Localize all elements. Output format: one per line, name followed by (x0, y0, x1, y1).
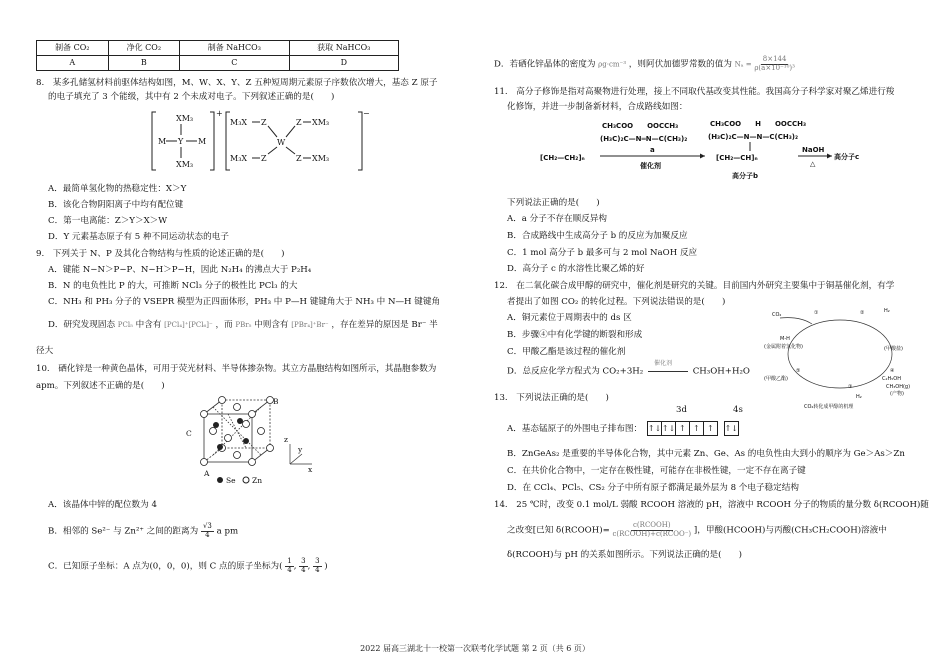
fraction (754, 56, 795, 72)
q12-option-a: A．铜元素位于周期表中的 ds 区 (507, 313, 632, 323)
q12-stem: 12. 在二氧化碳合成甲醇的研究中，催化剂是研究的关键。目前国内外研究主要集中于铜基催化剂，有学 (494, 281, 895, 291)
polymer-c-label: 高分子c (834, 153, 860, 161)
formate-label: (甲酸盐) (884, 346, 903, 352)
formula-pcl5: PCl₅ (117, 321, 133, 329)
table-cell: B (108, 56, 180, 71)
q8-fig-label: + (216, 109, 223, 118)
orbital-3d (648, 421, 718, 436)
q13-option-c: C．在共价化合物中，一定存在极性键，可能存在非极性键，一定不存在离子键 (507, 466, 806, 476)
polymer-b-label: 高分子b (732, 172, 759, 180)
q13-stem: 13. 下列说法正确的是( ) (494, 393, 609, 403)
q8-fig-label: XM₃ (176, 160, 194, 169)
numerator: 8×144 (762, 55, 787, 63)
q11-synthesis-scheme (540, 114, 870, 190)
q8-stem: 的电子填充了 3 个能级，其中有 2 个未成对电子。下列叙述正确的是( ) (48, 92, 335, 102)
text: 中含有 (135, 320, 162, 330)
q8-structure-figure (150, 108, 390, 174)
q13-option-a (507, 421, 739, 436)
ethanol-label: C₂H₅OH (882, 376, 901, 382)
text: C．已知原子坐标：A 点为(0，0，0)，则 C 点的原子坐标为( (48, 561, 283, 572)
q8-fig-label: XM₃ (176, 114, 194, 123)
text: D．若硒化锌晶体的密度为 (494, 59, 596, 70)
q9-option-d-cont: 径大 (36, 346, 54, 356)
text: B．相邻的 Se²⁻ 与 Zn²⁺ 之间的距离为 (48, 526, 199, 537)
q12-option-c: C．甲酸乙酯是该过程的催化剂 (507, 347, 626, 357)
text: D．总反应化学方程式为 CO₂+3H₂ (507, 366, 644, 377)
orbital-box: ↑↓ (724, 421, 739, 436)
orbital-4s (725, 421, 739, 436)
q8-fig-label: − (363, 109, 370, 118)
numerator: √3 (202, 522, 212, 530)
naoh-label: NaOH (802, 146, 825, 154)
q10-stem: 10. 硒化锌是一种黄色晶体，可用于荧光材料、半导体掺杂物。其立方晶胞结构如图所示，其晶胞参数为 (36, 364, 437, 374)
numerator: 3 (315, 557, 320, 565)
text: 之改变[已知 δ(RCOOH)= (507, 525, 610, 536)
formula-ion: [PBr₄]⁺Br⁻ (291, 321, 329, 329)
text: D．研究发现固态 (48, 320, 116, 330)
q10-option-c: C．已知原子坐标：A 点为(0，0，0)，则 C 点的原子坐标为( $\frac{1}{4}$ , $\frac{3}{4}$ , $\frac{3}{4}$ ) (48, 557, 328, 574)
orbital-box: ↑ (675, 421, 690, 436)
mh-desc: (金属附着氢化物) (764, 344, 803, 350)
heat-label: △ (810, 160, 816, 168)
table-cell: C (180, 56, 289, 71)
axis-z-label: z (284, 435, 288, 444)
fraction (201, 523, 214, 539)
table-cell: D (289, 56, 398, 71)
reagent-a: CH₃COO OOCCH₃ (602, 122, 679, 130)
orbital-label-4s: 4s (733, 405, 743, 415)
mechanism-title: CO₂转化成甲醇的机理 (804, 404, 854, 410)
cell-label-b: B (273, 397, 279, 406)
denominator: c(RCOOH)+c(RCOO⁻) (612, 529, 692, 538)
denominator: ρ(a×10⁻¹⁰)³ (754, 63, 795, 72)
table-header: 制备 NaHCO₃ (180, 41, 289, 56)
product-b: (H₃C)₂C—N—N—C(CH₃)₂ (708, 133, 799, 141)
formula-pbr5: PBr₅ (235, 321, 252, 329)
table-cell: A (37, 56, 109, 71)
step-label: ④ (890, 368, 895, 374)
step-label: ① (814, 310, 819, 316)
denominator: 4 (301, 565, 306, 574)
table-header: 获取 NaHCO₃ (289, 41, 398, 56)
fraction (613, 522, 692, 538)
catalyst-label: 催化剂 (640, 162, 661, 170)
q13-option-b: B．ZnGeAs₂ 是重要的半导体化合物，其中元素 Zn、Ge、As 的电负性由大到小的顺序为 Ge＞As＞Zn (507, 449, 905, 459)
q9-option-a: A．键能 N−N＞P−P、N−H＞P−H，因此 N₂H₄ 的沸点大于 P₂H₄ (48, 265, 312, 275)
orbital-label-3d: 3d (676, 405, 687, 415)
h2-label: H₂ (884, 308, 890, 314)
q14-stem (507, 522, 887, 538)
ethyl-formate: (甲酸乙酯) (764, 376, 788, 382)
q9-option-c: C．NH₃ 和 PH₃ 分子的 VSEPR 模型为正四面体形，PH₃ 中 P—H 键键角大于 NH₃ 中 N—H 键键角 (48, 297, 441, 307)
h2-label: H₂ (856, 394, 862, 400)
text: A．基态锰原子的外围电子排布图： (507, 424, 643, 434)
orbital-box: ↑↓ (647, 421, 662, 436)
q10-option-a: A．该晶体中锌的配位数为 4 (48, 500, 157, 510)
q10-stem: apm。下列叙述不正确的是( ) (36, 381, 165, 391)
q10-unit-cell-figure (180, 394, 330, 490)
cell-label-c: C (186, 429, 192, 438)
q11-stem: 化修饰，并进一步制备新材料，合成路线如图： (507, 102, 688, 112)
fraction (285, 558, 293, 574)
text: ) (324, 561, 328, 572)
q13-option-d: D．在 CCl₄、PCl₅、CS₂ 分子中所有原子都满足最外层为 8 个电子稳定结构 (507, 483, 799, 493)
q8-stem: 8. 某多孔储氢材料前驱体结构如图，M、W、X、Y、Z 五种短周期元素原子序数依次增大，基态 Z 原子 (36, 78, 438, 88)
q8-fig-label: M₃X (230, 154, 248, 163)
reaction-arrow (646, 360, 690, 376)
q8-fig-label: Y (178, 137, 184, 146)
product-b: [CH₂—CH]ₙ (716, 154, 758, 162)
q12-mechanism-figure (760, 302, 920, 410)
denominator: 4 (315, 565, 320, 574)
q11-option-d: D．高分子 c 的水溶性比聚乙烯的好 (507, 264, 645, 274)
arrow-label-a: a (650, 146, 655, 154)
orbital-box: ↑ (703, 421, 718, 436)
numerator: 3 (301, 557, 306, 565)
mh-label: M-H (780, 336, 790, 342)
legend-zn: Zn (252, 476, 263, 485)
text: ，而 (215, 320, 233, 330)
cell-label-a: A (204, 469, 210, 478)
q8-fig-label: Z (296, 118, 302, 127)
q8-fig-label: M₃X (230, 118, 248, 127)
q8-fig-label: Z (296, 154, 302, 163)
legend-se: Se (226, 476, 236, 485)
table-header: 制备 CO₂ (37, 41, 109, 56)
numerator: c(RCOOH) (633, 521, 671, 529)
q12-option-b: B．步骤④中有化学键的断裂和形成 (507, 330, 643, 340)
co2-label: CO₂ (772, 312, 782, 318)
step-label: ② (860, 310, 865, 316)
q11-stem: 11. 高分子修饰是指对高聚物进行处理，接上不同取代基改变其性能。我国高分子科学家对聚乙烯进行羧 (494, 87, 895, 97)
density-unit: ρg·cm⁻³ (598, 60, 627, 69)
text: 中则含有 (254, 320, 289, 330)
denominator: 4 (287, 565, 292, 574)
fraction (313, 558, 321, 574)
methanol-label: CH₃OH(g) (886, 384, 911, 390)
table-header: 净化 CO₂ (108, 41, 180, 56)
q10-option-d (494, 56, 795, 72)
text: ，存在差异的原因是 Br⁻ 半 (331, 320, 438, 330)
q11-option-a: A．a 分子不存在顺反异构 (507, 214, 607, 224)
q8-fig-label: XM₃ (312, 118, 330, 127)
apparatus-table (36, 40, 399, 71)
step-label: ⑤ (796, 368, 801, 374)
q11-option-b: B．合成路线中生成高分子 b 的反应为加聚反应 (507, 231, 688, 241)
q8-fig-label: XM₃ (312, 154, 330, 163)
orbital-box: ↑↓ (661, 421, 676, 436)
axis-y-label: y (298, 445, 303, 454)
page-footer: 2022 届高三湖北十一校第一次联考化学试题 第 2 页（共 6 页） (360, 644, 590, 653)
text: ，则阿伏加德罗常数的值为 (628, 59, 732, 70)
q8-option-a: A．最简单氢化物的热稳定性：X＞Y (48, 184, 187, 194)
q11-option-c: C．1 mol 高分子 b 最多可与 2 mol NaOH 反应 (507, 248, 698, 258)
product-label: (产物) (890, 391, 904, 397)
polyethylene: [CH₂—CH₂]ₙ (540, 154, 585, 162)
formula-ion: [PCl₄]⁺[PCl₆]⁻ (164, 321, 213, 329)
fraction (299, 558, 307, 574)
text: CH₃OH+H₂O (692, 366, 750, 377)
avogadro-symbol: Nₐ = (734, 60, 752, 69)
q12-option-d (507, 360, 750, 377)
q8-fig-label: M (198, 137, 207, 146)
q9-stem: 9. 下列关于 N、P 及其化合物结构与性质的论述正确的是( ) (36, 249, 285, 259)
q14-stem: δ(RCOOH)与 pH 的关系如图所示。下列说法正确的是( ) (507, 550, 742, 560)
catalyst-label: 催化剂 (653, 360, 672, 367)
q8-fig-label: Z (261, 118, 267, 127)
product-b: CH₃COO H OOCCH₃ (710, 120, 807, 128)
denominator: 4 (205, 530, 210, 539)
text: a pm (216, 526, 239, 537)
text: ]，甲酸(HCOOH)与丙酸(CH₃CH₂COOH)溶液中 (693, 525, 887, 536)
q8-fig-label: M (158, 137, 167, 146)
orbital-box: ↑ (689, 421, 704, 436)
q8-option-c: C．第一电离能：Z＞Y＞X＞W (48, 216, 168, 226)
q10-option-b (48, 523, 238, 539)
axis-x-label: x (308, 465, 313, 474)
q9-option-d (48, 320, 438, 331)
q8-fig-label: W (277, 138, 286, 147)
q8-option-d: D．Y 元素基态原子有 5 种不同运动状态的电子 (48, 232, 229, 242)
q14-stem: 14. 25 ℃时，改变 0.1 mol/L 弱酸 RCOOH 溶液的 pH，溶液中 RCOOH 分子的物质的量分数 δ(RCOOH)随 (494, 500, 929, 510)
step-label: ③ (848, 384, 853, 390)
q8-fig-label: Z (261, 154, 267, 163)
q11-question: 下列说法正确的是( ) (507, 198, 600, 208)
q12-stem: 者提出了如图 CO₂ 的转化过程。下列说法错误的是( ) (507, 297, 726, 307)
reagent-a: (H₃C)₂C—N═N—C(CH₃)₂ (600, 135, 688, 143)
q9-option-b: B．N 的电负性比 P 的大，可推断 NCl₃ 分子的极性比 PCl₃ 的大 (48, 281, 298, 291)
numerator: 1 (287, 557, 292, 565)
q8-option-b: B．该化合物阴阳离子中均有配位键 (48, 200, 184, 210)
